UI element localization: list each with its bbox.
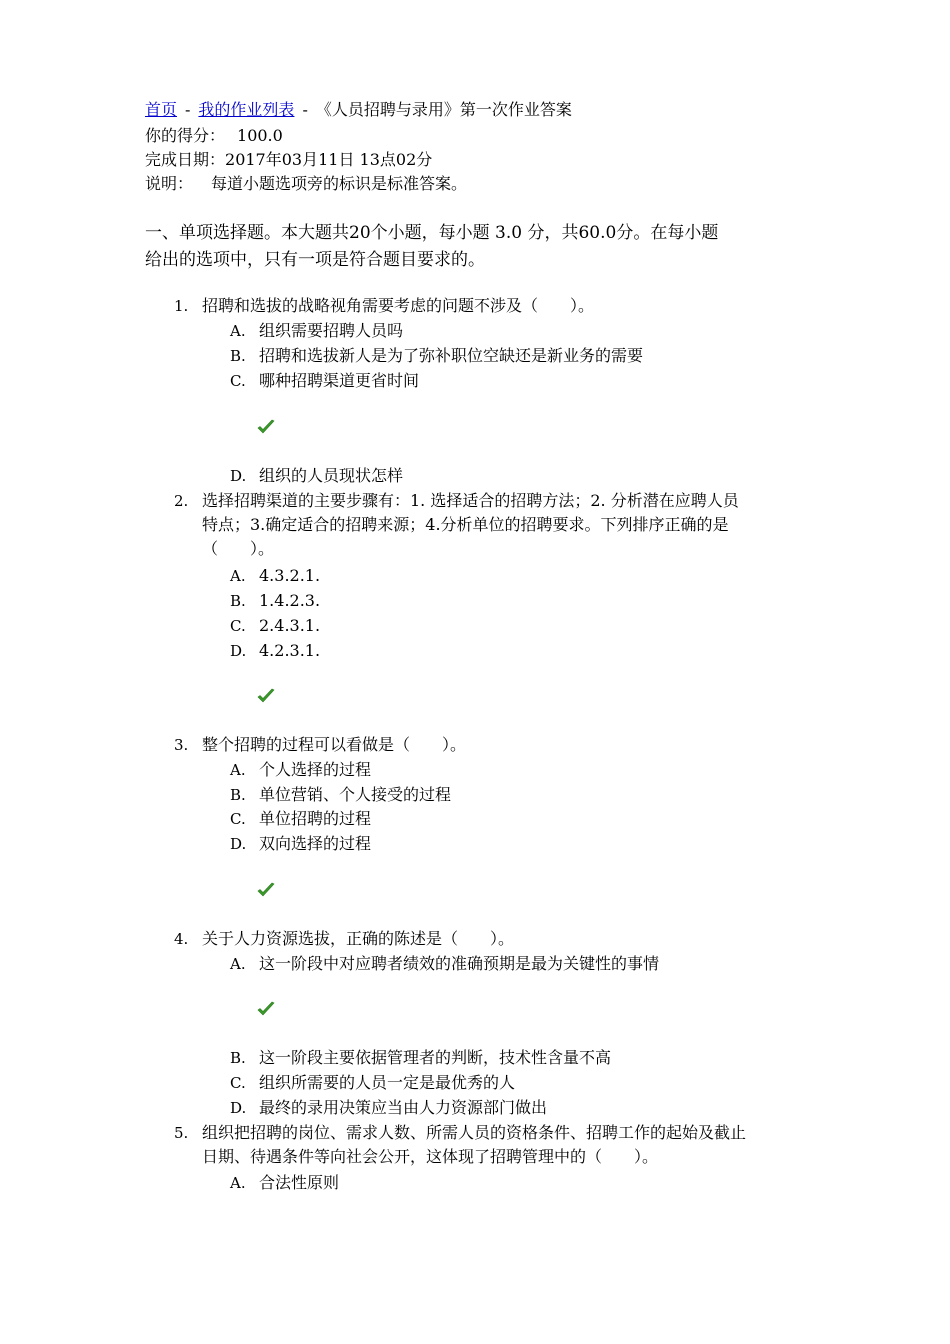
note-value: 每道小题选项旁的标识是标准答案。 xyxy=(211,174,468,193)
option-letter: A. xyxy=(230,761,246,779)
option-text: 这一阶段中对应聘者绩效的准确预期是最为关键性的事情 xyxy=(259,954,660,973)
option-text: 哪种招聘渠道更省时间 xyxy=(259,371,420,390)
question-text xyxy=(202,927,812,951)
option-letter: D. xyxy=(230,1099,247,1117)
option-letter: C. xyxy=(230,810,246,828)
option-text: 组织的人员现状怎样 xyxy=(259,466,404,485)
question-text-line: （ ）。 xyxy=(202,539,275,558)
score-value: 100.0 xyxy=(237,126,283,145)
option-text: 个人选择的过程 xyxy=(259,760,372,779)
question-text xyxy=(202,733,812,757)
question-number: 4. xyxy=(174,930,189,948)
question-text-line: 组织把招聘的岗位、需求人数、所需人员的资格条件、招聘工作的起始及截止 xyxy=(202,1123,747,1142)
question-number: 1. xyxy=(174,297,189,315)
question-text xyxy=(202,489,812,561)
breadcrumb-separator: - xyxy=(185,100,191,119)
option-letter: A. xyxy=(230,1174,246,1192)
breadcrumb-separator: - xyxy=(302,100,308,119)
option-text: 单位营销、个人接受的过程 xyxy=(259,785,452,804)
note-label: 说明： xyxy=(145,174,194,193)
breadcrumb xyxy=(145,98,572,122)
option-text: 4.2.3.1. xyxy=(259,641,321,660)
score-label: 你的得分： xyxy=(145,126,226,145)
score-line xyxy=(145,124,283,148)
option-letter: A. xyxy=(230,322,246,340)
question-text xyxy=(202,1121,812,1169)
question-text-line: 日期、待遇条件等向社会公开，这体现了招聘管理中的（ ）。 xyxy=(202,1147,659,1166)
option-text: 招聘和选拔新人是为了弥补职位空缺还是新业务的需要 xyxy=(259,346,644,365)
option-letter: D. xyxy=(230,642,247,660)
option-letter: B. xyxy=(230,786,246,804)
section-heading-line: 一、单项选择题。本大题共20个小题，每小题 3.0 分，共60.0分。在每小题 xyxy=(145,223,719,243)
option-text: 组织所需要的人员一定是最优秀的人 xyxy=(259,1073,516,1092)
section-heading-line: 给出的选项中，只有一项是符合题目要求的。 xyxy=(145,250,485,270)
question-number: 2. xyxy=(174,492,189,510)
question-number: 5. xyxy=(174,1124,189,1142)
option-text: 最终的录用决策应当由人力资源部门做出 xyxy=(259,1098,548,1117)
question-text xyxy=(202,294,812,318)
option-text: 1.4.2.3. xyxy=(259,591,321,610)
option-letter: C. xyxy=(230,1074,246,1092)
option-text: 这一阶段主要依据管理者的判断，技术性含量不高 xyxy=(259,1048,612,1067)
note-line xyxy=(145,172,467,196)
option-text: 单位招聘的过程 xyxy=(259,809,372,828)
question-text-line: 特点；3.确定适合的招聘来源；4.分析单位的招聘要求。下列排序正确的是 xyxy=(202,515,729,534)
option-letter: B. xyxy=(230,592,246,610)
option-text: 合法性原则 xyxy=(259,1173,340,1192)
option-letter: C. xyxy=(230,372,246,390)
option-letter: B. xyxy=(230,1049,246,1067)
check-icon xyxy=(257,882,275,898)
check-icon xyxy=(257,419,275,435)
option-letter: D. xyxy=(230,835,247,853)
date-label: 完成日期： xyxy=(145,150,226,169)
date-value: 2017年03月11日 13点02分 xyxy=(225,150,433,169)
completion-date-line xyxy=(145,148,432,172)
question-text-line: 关于人力资源选拔，正确的陈述是（ ）。 xyxy=(202,929,515,948)
section-heading xyxy=(145,220,815,274)
option-letter: C. xyxy=(230,617,246,635)
breadcrumb-home-link[interactable]: 首页 xyxy=(145,100,178,119)
question-text-line: 招聘和选拔的战略视角需要考虑的问题不涉及（ ）。 xyxy=(202,296,595,315)
page-title: 《人员招聘与录用》第一次作业答案 xyxy=(315,100,572,119)
option-text: 4.3.2.1. xyxy=(259,566,321,585)
check-icon xyxy=(257,1001,275,1017)
breadcrumb-homework-list-link[interactable]: 我的作业列表 xyxy=(198,100,295,119)
option-text: 双向选择的过程 xyxy=(259,834,372,853)
question-text-line: 整个招聘的过程可以看做是（ ）。 xyxy=(202,735,467,754)
check-icon xyxy=(257,688,275,704)
option-text: 组织需要招聘人员吗 xyxy=(259,321,404,340)
option-text: 2.4.3.1. xyxy=(259,616,321,635)
option-letter: B. xyxy=(230,347,246,365)
option-letter: D. xyxy=(230,467,247,485)
question-number: 3. xyxy=(174,736,189,754)
option-letter: A. xyxy=(230,567,246,585)
question-text-line: 选择招聘渠道的主要步骤有：1. 选择适合的招聘方法；2. 分析潜在应聘人员 xyxy=(202,491,739,510)
option-letter: A. xyxy=(230,955,246,973)
